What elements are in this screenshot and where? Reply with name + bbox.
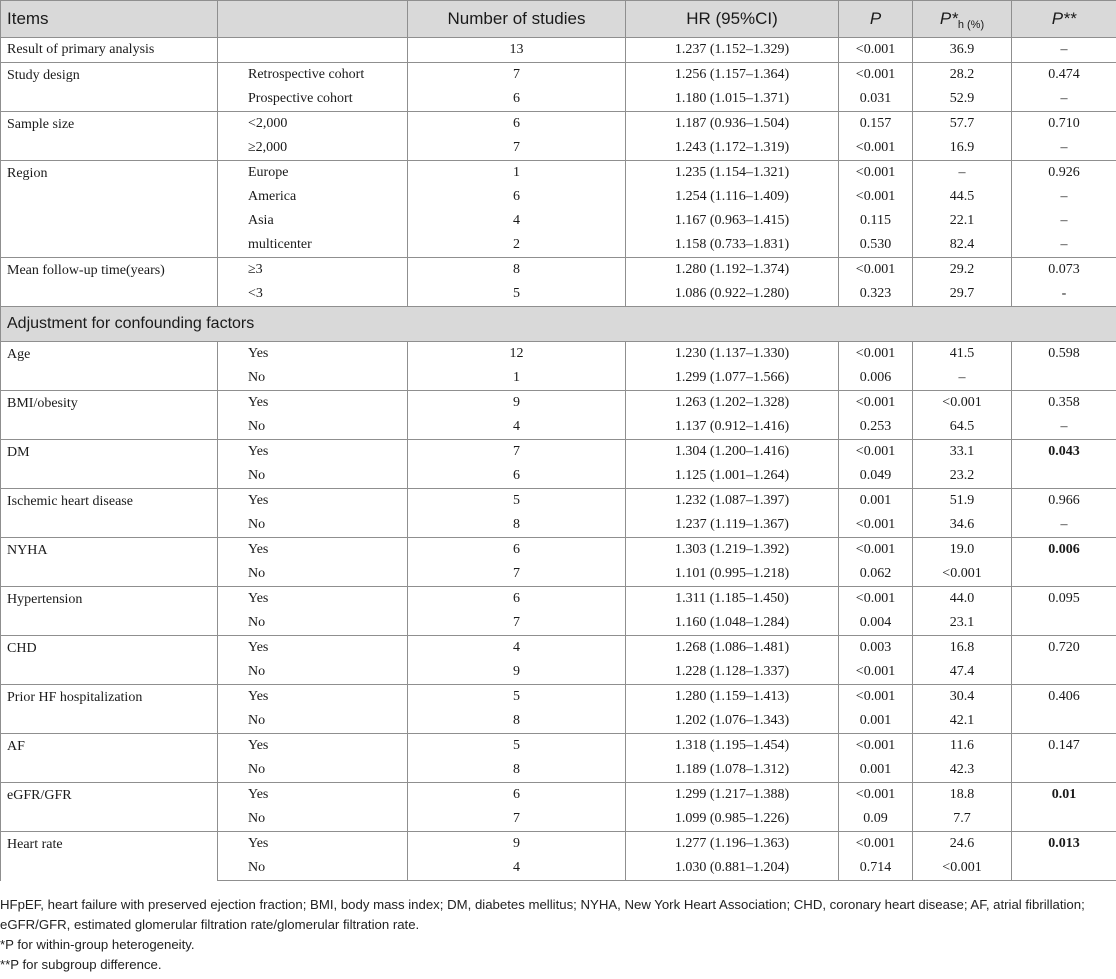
cell-n: 7 xyxy=(408,63,626,88)
group-label: Sample size xyxy=(1,112,218,161)
cell-ph: 24.6 xyxy=(913,832,1012,857)
cell-pp: 0.013 xyxy=(1012,832,1116,857)
cell-p: 0.09 xyxy=(839,807,913,832)
cell-n: 8 xyxy=(408,513,626,538)
subgroup-label: Yes xyxy=(218,489,408,514)
cell-ph: 22.1 xyxy=(913,209,1012,233)
section-row xyxy=(1,307,1116,342)
primary-ph: 36.9 xyxy=(913,38,1012,63)
cell-p: 0.115 xyxy=(839,209,913,233)
subgroup-label: Yes xyxy=(218,587,408,612)
cell-hr: 1.318 (1.195–1.454) xyxy=(626,734,839,759)
cell-n: 6 xyxy=(408,87,626,112)
subgroup-label: No xyxy=(218,464,408,489)
cell-ph: 16.9 xyxy=(913,136,1012,161)
group-label: BMI/obesity xyxy=(1,391,218,440)
cell-hr: 1.280 (1.192–1.374) xyxy=(626,258,839,283)
cell-n: 7 xyxy=(408,440,626,465)
subgroup-label: America xyxy=(218,185,408,209)
table-row xyxy=(1,63,1116,88)
cell-pp xyxy=(1012,562,1116,587)
cell-hr: 1.187 (0.936–1.504) xyxy=(626,112,839,137)
table-row xyxy=(1,587,1116,612)
cell-p: <0.001 xyxy=(839,513,913,538)
subgroup-label: Asia xyxy=(218,209,408,233)
cell-ph: 23.2 xyxy=(913,464,1012,489)
cell-pp: – xyxy=(1012,415,1116,440)
cell-n: 7 xyxy=(408,807,626,832)
group-label: Age xyxy=(1,342,218,391)
cell-pp: 0.966 xyxy=(1012,489,1116,514)
cell-pp xyxy=(1012,807,1116,832)
table-row xyxy=(1,832,1116,857)
cell-n: 5 xyxy=(408,734,626,759)
cell-n: 6 xyxy=(408,783,626,808)
cell-ph: 11.6 xyxy=(913,734,1012,759)
cell-hr: 1.158 (0.733–1.831) xyxy=(626,233,839,258)
header-ph-sub: h (%) xyxy=(957,19,985,31)
table-row xyxy=(1,112,1116,137)
cell-pp: 0.073 xyxy=(1012,258,1116,283)
cell-p: 0.714 xyxy=(839,856,913,881)
subgroup-label: No xyxy=(218,562,408,587)
footnote-abbreviations: HFpEF, heart failure with preserved ejection fraction; BMI, body mass index; DM, diabetes mellitus; NYHA, New York Heart Association; CHD, coronary heart disease; AF, atrial fibrillation; eGFR/GFR, estimated glomerular filtration rate/glomerular filtration rate. xyxy=(0,897,1085,932)
cell-hr: 1.030 (0.881–1.204) xyxy=(626,856,839,881)
subgroup-label: Yes xyxy=(218,832,408,857)
cell-ph: 23.1 xyxy=(913,611,1012,636)
group-label: Prior HF hospitalization xyxy=(1,685,218,734)
cell-pp: 0.147 xyxy=(1012,734,1116,759)
subgroup-label: Yes xyxy=(218,440,408,465)
section-label: Adjustment for confounding factors xyxy=(1,307,1116,342)
subgroup-label: Retrospective cohort xyxy=(218,63,408,88)
cell-p: <0.001 xyxy=(839,660,913,685)
primary-item: Result of primary analysis xyxy=(1,38,218,63)
subgroup-label: No xyxy=(218,366,408,391)
group-label: Region xyxy=(1,161,218,258)
cell-p: 0.001 xyxy=(839,489,913,514)
table-row xyxy=(1,258,1116,283)
cell-n: 6 xyxy=(408,112,626,137)
cell-hr: 1.086 (0.922–1.280) xyxy=(626,282,839,307)
subgroup-label: Yes xyxy=(218,538,408,563)
cell-p: 0.004 xyxy=(839,611,913,636)
cell-p: <0.001 xyxy=(839,185,913,209)
subgroup-label: Yes xyxy=(218,734,408,759)
cell-p: <0.001 xyxy=(839,136,913,161)
cell-n: 8 xyxy=(408,258,626,283)
cell-n: 4 xyxy=(408,856,626,881)
cell-ph: 19.0 xyxy=(913,538,1012,563)
subgroup-label: Europe xyxy=(218,161,408,186)
cell-pp: 0.043 xyxy=(1012,440,1116,465)
cell-ph: 28.2 xyxy=(913,63,1012,88)
cell-hr: 1.237 (1.119–1.367) xyxy=(626,513,839,538)
primary-hr: 1.237 (1.152–1.329) xyxy=(626,38,839,63)
table-header xyxy=(1,1,1116,38)
primary-pp: – xyxy=(1012,38,1116,63)
header-pp: P** xyxy=(1012,1,1116,38)
cell-hr: 1.304 (1.200–1.416) xyxy=(626,440,839,465)
cell-pp xyxy=(1012,464,1116,489)
cell-p: <0.001 xyxy=(839,258,913,283)
primary-row xyxy=(1,38,1116,63)
subgroup-label: Prospective cohort xyxy=(218,87,408,112)
cell-pp xyxy=(1012,709,1116,734)
cell-ph: 7.7 xyxy=(913,807,1012,832)
cell-p: <0.001 xyxy=(839,734,913,759)
cell-pp xyxy=(1012,758,1116,783)
table-row xyxy=(1,538,1116,563)
cell-pp: – xyxy=(1012,513,1116,538)
table-row xyxy=(1,783,1116,808)
cell-ph: <0.001 xyxy=(913,856,1012,881)
cell-pp: 0.358 xyxy=(1012,391,1116,416)
cell-hr: 1.303 (1.219–1.392) xyxy=(626,538,839,563)
cell-pp: 0.095 xyxy=(1012,587,1116,612)
header-p: P xyxy=(839,1,913,38)
cell-ph: 41.5 xyxy=(913,342,1012,367)
cell-n: 6 xyxy=(408,538,626,563)
cell-ph: <0.001 xyxy=(913,391,1012,416)
group-label: CHD xyxy=(1,636,218,685)
cell-ph: 42.3 xyxy=(913,758,1012,783)
cell-ph: 44.5 xyxy=(913,185,1012,209)
cell-ph: <0.001 xyxy=(913,562,1012,587)
cell-p: <0.001 xyxy=(839,538,913,563)
cell-pp: 0.01 xyxy=(1012,783,1116,808)
cell-ph: 33.1 xyxy=(913,440,1012,465)
subgroup-label: No xyxy=(218,709,408,734)
cell-p: <0.001 xyxy=(839,832,913,857)
cell-hr: 1.268 (1.086–1.481) xyxy=(626,636,839,661)
group-label: Heart rate xyxy=(1,832,218,881)
header-ph-main: P* xyxy=(939,9,958,28)
cell-p: 0.049 xyxy=(839,464,913,489)
table-row xyxy=(1,342,1116,367)
group-label: eGFR/GFR xyxy=(1,783,218,832)
cell-ph: – xyxy=(913,161,1012,186)
cell-pp xyxy=(1012,611,1116,636)
header-hr: HR (95%CI) xyxy=(626,1,839,38)
cell-pp: 0.406 xyxy=(1012,685,1116,710)
cell-p: 0.001 xyxy=(839,758,913,783)
cell-ph: 42.1 xyxy=(913,709,1012,734)
table-row xyxy=(1,734,1116,759)
cell-hr: 1.101 (0.995–1.218) xyxy=(626,562,839,587)
cell-hr: 1.202 (1.076–1.343) xyxy=(626,709,839,734)
cell-p: <0.001 xyxy=(839,783,913,808)
subgroup-label: Yes xyxy=(218,391,408,416)
cell-pp: – xyxy=(1012,87,1116,112)
cell-n: 6 xyxy=(408,587,626,612)
table-row xyxy=(1,391,1116,416)
cell-n: 1 xyxy=(408,161,626,186)
cell-hr: 1.099 (0.985–1.226) xyxy=(626,807,839,832)
primary-subgroup xyxy=(218,38,408,63)
cell-ph: 29.2 xyxy=(913,258,1012,283)
cell-p: 0.003 xyxy=(839,636,913,661)
subgroup-label: No xyxy=(218,513,408,538)
cell-pp xyxy=(1012,660,1116,685)
subgroup-label: No xyxy=(218,856,408,881)
cell-n: 8 xyxy=(408,709,626,734)
cell-hr: 1.230 (1.137–1.330) xyxy=(626,342,839,367)
subgroup-label: multicenter xyxy=(218,233,408,258)
cell-pp: 0.598 xyxy=(1012,342,1116,367)
cell-n: 4 xyxy=(408,209,626,233)
subgroup-label: No xyxy=(218,415,408,440)
cell-hr: 1.228 (1.128–1.337) xyxy=(626,660,839,685)
cell-hr: 1.277 (1.196–1.363) xyxy=(626,832,839,857)
subgroup-label: No xyxy=(218,758,408,783)
cell-p: 0.006 xyxy=(839,366,913,391)
cell-n: 12 xyxy=(408,342,626,367)
group-label: Hypertension xyxy=(1,587,218,636)
cell-pp: 0.926 xyxy=(1012,161,1116,186)
cell-ph: 82.4 xyxy=(913,233,1012,258)
cell-hr: 1.311 (1.185–1.450) xyxy=(626,587,839,612)
cell-pp: – xyxy=(1012,185,1116,209)
cell-hr: 1.167 (0.963–1.415) xyxy=(626,209,839,233)
cell-hr: 1.180 (1.015–1.371) xyxy=(626,87,839,112)
cell-n: 9 xyxy=(408,832,626,857)
footnote-subgroup-difference: **P for subgroup difference. xyxy=(0,957,162,972)
cell-n: 7 xyxy=(408,136,626,161)
cell-pp: 0.474 xyxy=(1012,63,1116,88)
cell-ph: 29.7 xyxy=(913,282,1012,307)
table-row xyxy=(1,440,1116,465)
cell-pp xyxy=(1012,856,1116,881)
cell-n: 4 xyxy=(408,636,626,661)
cell-p: 0.001 xyxy=(839,709,913,734)
cell-p: <0.001 xyxy=(839,63,913,88)
cell-hr: 1.256 (1.157–1.364) xyxy=(626,63,839,88)
cell-p: 0.031 xyxy=(839,87,913,112)
cell-n: 5 xyxy=(408,685,626,710)
cell-hr: 1.235 (1.154–1.321) xyxy=(626,161,839,186)
cell-pp xyxy=(1012,366,1116,391)
cell-ph: 18.8 xyxy=(913,783,1012,808)
cell-ph: 16.8 xyxy=(913,636,1012,661)
group-label: DM xyxy=(1,440,218,489)
subgroup-label: ≥3 xyxy=(218,258,408,283)
primary-p: <0.001 xyxy=(839,38,913,63)
subgroup-label: <3 xyxy=(218,282,408,307)
header-number-of-studies: Number of studies xyxy=(408,1,626,38)
cell-pp: 0.006 xyxy=(1012,538,1116,563)
group-label: NYHA xyxy=(1,538,218,587)
subgroup-label: <2,000 xyxy=(218,112,408,137)
group-label: Study design xyxy=(1,63,218,112)
subgroup-label: Yes xyxy=(218,342,408,367)
subgroup-label: Yes xyxy=(218,636,408,661)
primary-n: 13 xyxy=(408,38,626,63)
subgroup-label: Yes xyxy=(218,685,408,710)
cell-pp: – xyxy=(1012,136,1116,161)
cell-n: 6 xyxy=(408,185,626,209)
cell-pp: - xyxy=(1012,282,1116,307)
group-label: Ischemic heart disease xyxy=(1,489,218,538)
header-subgroup xyxy=(218,1,408,38)
cell-p: <0.001 xyxy=(839,587,913,612)
cell-hr: 1.254 (1.116–1.409) xyxy=(626,185,839,209)
cell-hr: 1.280 (1.159–1.413) xyxy=(626,685,839,710)
cell-hr: 1.137 (0.912–1.416) xyxy=(626,415,839,440)
cell-ph: 47.4 xyxy=(913,660,1012,685)
cell-ph: 44.0 xyxy=(913,587,1012,612)
header-ph xyxy=(913,1,1012,38)
cell-p: <0.001 xyxy=(839,342,913,367)
cell-pp: 0.710 xyxy=(1012,112,1116,137)
cell-p: 0.062 xyxy=(839,562,913,587)
cell-n: 5 xyxy=(408,282,626,307)
cell-ph: 30.4 xyxy=(913,685,1012,710)
cell-ph: 51.9 xyxy=(913,489,1012,514)
subgroup-label: No xyxy=(218,660,408,685)
cell-hr: 1.299 (1.077–1.566) xyxy=(626,366,839,391)
table-row xyxy=(1,161,1116,186)
cell-hr: 1.232 (1.087–1.397) xyxy=(626,489,839,514)
table-footnotes xyxy=(0,895,1116,975)
header-items: Items xyxy=(1,1,218,38)
cell-p: 0.253 xyxy=(839,415,913,440)
cell-ph: – xyxy=(913,366,1012,391)
cell-n: 6 xyxy=(408,464,626,489)
cell-ph: 57.7 xyxy=(913,112,1012,137)
cell-pp: 0.720 xyxy=(1012,636,1116,661)
cell-n: 7 xyxy=(408,611,626,636)
cell-p: <0.001 xyxy=(839,161,913,186)
subgroup-label: No xyxy=(218,611,408,636)
cell-n: 9 xyxy=(408,391,626,416)
subgroup-label: ≥2,000 xyxy=(218,136,408,161)
cell-hr: 1.263 (1.202–1.328) xyxy=(626,391,839,416)
cell-hr: 1.189 (1.078–1.312) xyxy=(626,758,839,783)
table-body xyxy=(1,38,1116,881)
cell-p: <0.001 xyxy=(839,440,913,465)
cell-p: 0.323 xyxy=(839,282,913,307)
cell-hr: 1.243 (1.172–1.319) xyxy=(626,136,839,161)
cell-n: 4 xyxy=(408,415,626,440)
group-label: AF xyxy=(1,734,218,783)
table-row xyxy=(1,636,1116,661)
cell-n: 2 xyxy=(408,233,626,258)
cell-ph: 34.6 xyxy=(913,513,1012,538)
cell-p: <0.001 xyxy=(839,685,913,710)
cell-pp: – xyxy=(1012,233,1116,258)
cell-n: 1 xyxy=(408,366,626,391)
cell-p: 0.157 xyxy=(839,112,913,137)
cell-n: 5 xyxy=(408,489,626,514)
cell-p: 0.530 xyxy=(839,233,913,258)
group-label: Mean follow-up time(years) xyxy=(1,258,218,307)
cell-n: 8 xyxy=(408,758,626,783)
subgroup-label: No xyxy=(218,807,408,832)
cell-n: 7 xyxy=(408,562,626,587)
cell-n: 9 xyxy=(408,660,626,685)
cell-hr: 1.160 (1.048–1.284) xyxy=(626,611,839,636)
cell-hr: 1.125 (1.001–1.264) xyxy=(626,464,839,489)
table-row xyxy=(1,489,1116,514)
footnote-within-group: *P for within-group heterogeneity. xyxy=(0,937,195,952)
cell-p: <0.001 xyxy=(839,391,913,416)
cell-hr: 1.299 (1.217–1.388) xyxy=(626,783,839,808)
subgroup-label: Yes xyxy=(218,783,408,808)
cell-pp: – xyxy=(1012,209,1116,233)
cell-ph: 52.9 xyxy=(913,87,1012,112)
table-row xyxy=(1,685,1116,710)
cell-ph: 64.5 xyxy=(913,415,1012,440)
